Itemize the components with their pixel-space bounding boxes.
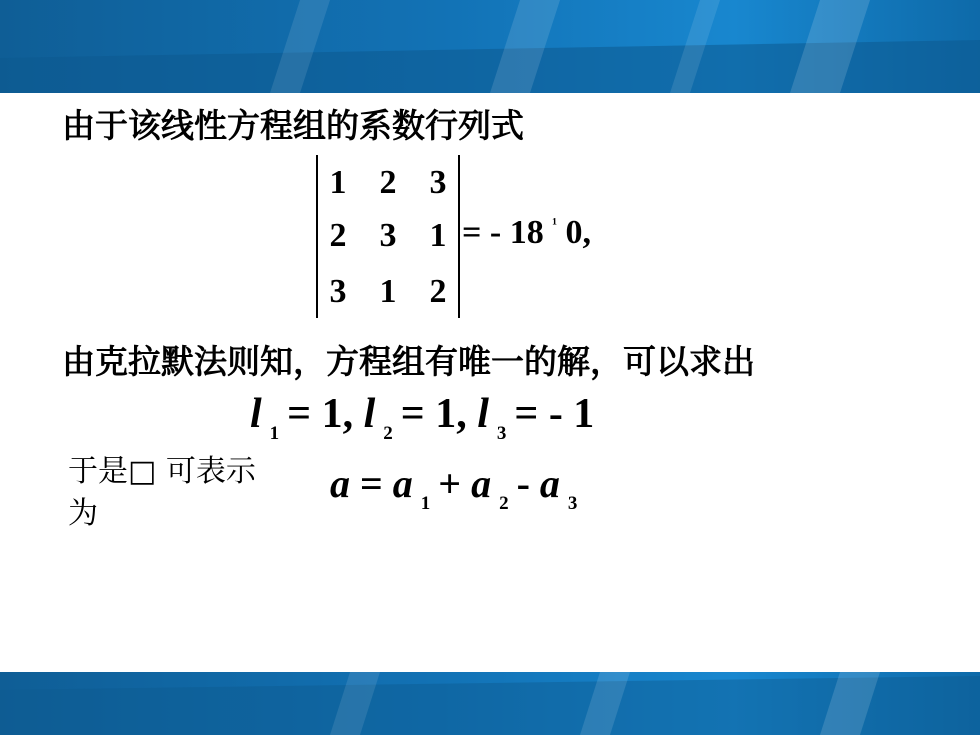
alpha-lhs: a (330, 461, 350, 506)
alpha-equation (330, 460, 585, 515)
determinant-result (462, 214, 591, 252)
cramer-text: 由克拉默法则知，方程组有唯一的解，可以求出 (62, 342, 755, 381)
lambda-subscript: 2 (383, 423, 393, 444)
det-cell: 2 (329, 217, 347, 254)
alpha-term: a (539, 461, 560, 506)
det-cell: 2 (429, 273, 447, 310)
det-cell: 3 (429, 164, 447, 201)
footer-band (0, 672, 980, 735)
det-rhs-prefix: = - 18 (462, 214, 544, 251)
alpha-subscript: 2 (499, 493, 509, 514)
lambda-equation (250, 390, 594, 445)
alpha-term: a (471, 461, 492, 506)
lambda-value: = 1, (287, 391, 354, 437)
determinant-matrix (316, 155, 460, 318)
lambda-value: = - 1 (514, 391, 595, 437)
lambda-value: = 1, (400, 391, 467, 437)
det-cell: 3 (329, 273, 347, 310)
lambda-subscript: 3 (496, 423, 507, 444)
det-rhs-suffix: 0, (565, 214, 591, 251)
alpha-equals: = (350, 461, 383, 506)
det-rhs-sup: ¹ (552, 216, 557, 233)
lambda-symbol: l (477, 391, 489, 437)
lambda-symbol: l (363, 391, 376, 437)
alpha-subscript: 1 (420, 493, 431, 514)
alpha-operator: - (516, 461, 540, 506)
det-cell: 1 (429, 217, 447, 254)
header-stripes (0, 0, 980, 93)
alpha-subscript: 3 (567, 493, 578, 514)
lambda-subscript: 1 (269, 423, 280, 444)
intro-text: 由于该线性方程组的系数行列式 (62, 106, 524, 145)
det-cell: 1 (379, 273, 397, 310)
so-text-line1: 于是□ 可表示 (68, 454, 256, 489)
det-cell: 3 (379, 217, 397, 254)
det-cell: 2 (379, 164, 397, 201)
alpha-operator: + (438, 461, 462, 506)
so-text-line2: 为 (68, 496, 98, 531)
lambda-symbol: l (250, 391, 262, 437)
header-band (0, 0, 980, 93)
alpha-term: a (392, 461, 413, 506)
footer-stripes (0, 672, 980, 735)
det-cell: 1 (329, 164, 347, 201)
